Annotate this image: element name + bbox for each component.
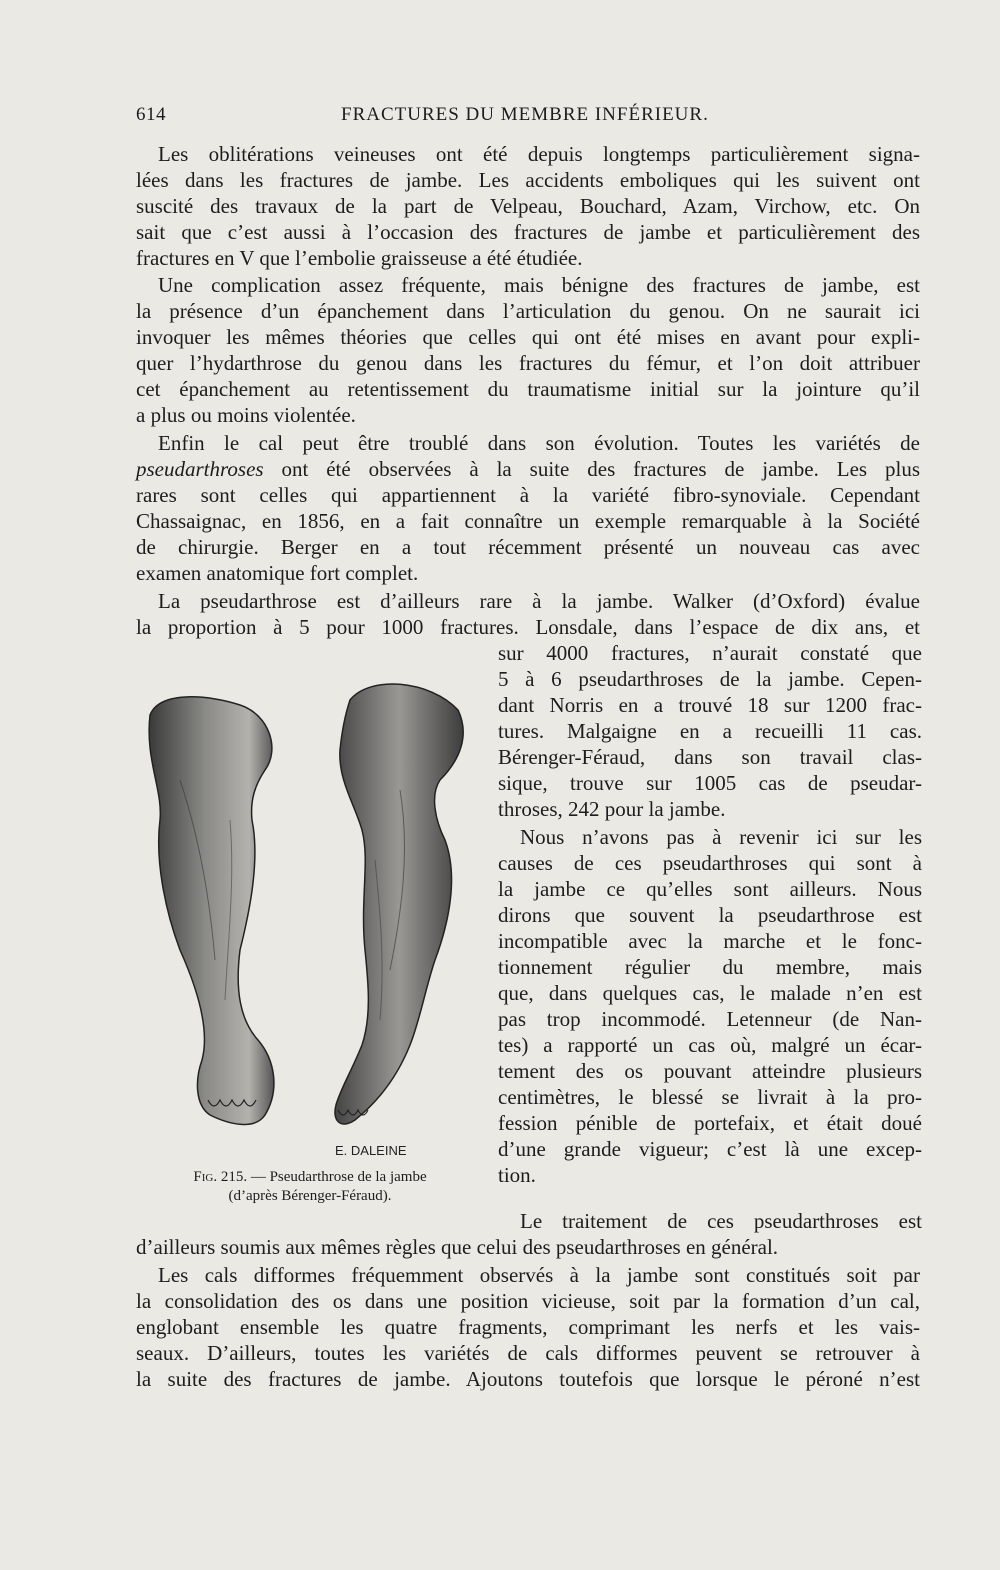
text-line: Les oblitérations veineuses ont été depuis longtemps particulièrement signa- [158,142,920,166]
caption-text: — Pseudarthrose de la jambe [250,1169,427,1185]
column-line: centimètres, le blessé se livrait à la pro- [498,1085,922,1109]
text-line: invoquer les mêmes théories que celles qui ont été mises en avant pour expli- [136,325,920,349]
column-line: throses, 242 pour la jambe. [498,797,726,821]
figure-caption [140,1168,480,1206]
column-line: tes) a rapporté un cas où, malgré un écar- [498,1033,922,1057]
leg-illustration [140,660,480,1160]
text-line: la suite des fractures de jambe. Ajoutons toutefois que lorsque le péroné n’est [136,1367,920,1391]
text-line: Une complication assez fréquente, mais bénigne des fractures de jambe, est [158,273,920,297]
text-line: la proportion à 5 pour 1000 fractures. Lonsdale, dans l’espace de dix ans, et [136,615,920,639]
column-line: 5 à 6 pseudarthroses de la jambe. Cepen- [498,667,922,691]
engraver-signature: E. DALEINE [335,1143,407,1158]
italic-term: pseudarthroses [136,457,264,481]
caption-line [140,1168,480,1187]
column-line: Nous n’avons pas à revenir ici sur les [520,825,922,849]
text-line: Enfin le cal peut être troublé dans son évolution. Toutes les variétés de [158,431,920,455]
text-line: suscité des travaux de la part de Velpeau, Bouchard, Azam, Virchow, etc. On [136,194,920,218]
column-line: dant Norris en a trouvé 18 sur 1200 frac- [498,693,922,717]
column-line: Bérenger-Féraud, dans son travail clas- [498,745,922,769]
text-line: sait que c’est aussi à l’occasion des fractures de jambe et particulièrement des [136,220,920,244]
text-line: la consolidation des os dans une position vicieuse, soit par la formation d’un cal, [136,1289,920,1313]
caption-label: Fig. 215. [193,1169,248,1185]
column-line: causes de ces pseudarthroses qui sont à [498,851,922,875]
column-line: la jambe ce qu’elles sont ailleurs. Nous [498,877,922,901]
text-line: lées dans les fractures de jambe. Les accidents emboliques qui les suivent ont [136,168,920,192]
right-leg-shape [335,684,463,1124]
text-line: quer l’hydarthrose du genou dans les fractures du fémur, et l’on doit attribuer [136,351,920,375]
text-line: La pseudarthrose est d’ailleurs rare à la jambe. Walker (d’Oxford) évalue [158,589,920,613]
text-line-with-italic: pseudarthroses ont été observées à la suite des fractures de jambe. Les plus [136,457,920,481]
figure-engraving [140,660,480,1160]
left-leg-shape [149,697,274,1125]
column-line: tion. [498,1163,536,1187]
text-line: examen anatomique fort complet. [136,561,419,585]
running-header [136,104,920,132]
column-line: dirons que souvent la pseudarthrose est [498,903,922,927]
column-line: fession pénible de portefaix, et était doué [498,1111,922,1135]
text-line: seaux. D’ailleurs, toutes les variétés de cals difformes peuvent se retrouver à [136,1341,920,1365]
column-line: tement des os pouvant atteindre plusieurs [498,1059,922,1083]
column-line: d’une grande vigueur; c’est là une excep- [498,1137,922,1161]
page-number: 614 [136,104,166,125]
text-line: d’ailleurs soumis aux mêmes règles que celui des pseudarthroses en général. [136,1235,779,1259]
text-line: rares sont celles qui appartiennent à la variété fibro-synoviale. Cependant [136,483,920,507]
caption-source: (d’après Bérenger-Féraud). [228,1188,392,1204]
text-line: la présence d’un épanchement dans l’articulation du genou. On ne saurait ici [136,299,920,323]
text-line: a plus ou moins violentée. [136,403,356,427]
column-line: tionnement régulier du membre, mais [498,955,922,979]
text-line: Les cals difformes fréquemment observés à la jambe sont constitués soit par [158,1263,920,1287]
text-line: englobant ensemble les quatre fragments, comprimant les nerfs et les vais- [136,1315,920,1339]
column-line: sique, trouve sur 1005 cas de pseudar- [498,771,922,795]
text-line: Le traitement de ces pseudarthroses est [520,1209,922,1233]
text-line: Chassaignac, en 1856, en a fait connaître un exemple remarquable à la Société [136,509,920,533]
running-title: FRACTURES DU MEMBRE INFÉRIEUR. [341,104,709,125]
text-line: cet épanchement au retentissement du traumatisme initial sur la jointure qu’il [136,377,920,401]
column-line: pas trop incommodé. Letenneur (de Nan- [498,1007,922,1031]
text-line: fractures en V que l’embolie graisseuse a été étudiée. [136,246,583,270]
column-line: tures. Malgaigne en a recueilli 11 cas. [498,719,922,743]
column-line: que, dans quelques cas, le malade n’en est [498,981,922,1005]
column-line: incompatible avec la marche et le fonc- [498,929,922,953]
column-line: sur 4000 fractures, n’aurait constaté que [498,641,922,665]
text-line: de chirurgie. Berger en a tout récemment présenté un nouveau cas avec [136,535,920,559]
